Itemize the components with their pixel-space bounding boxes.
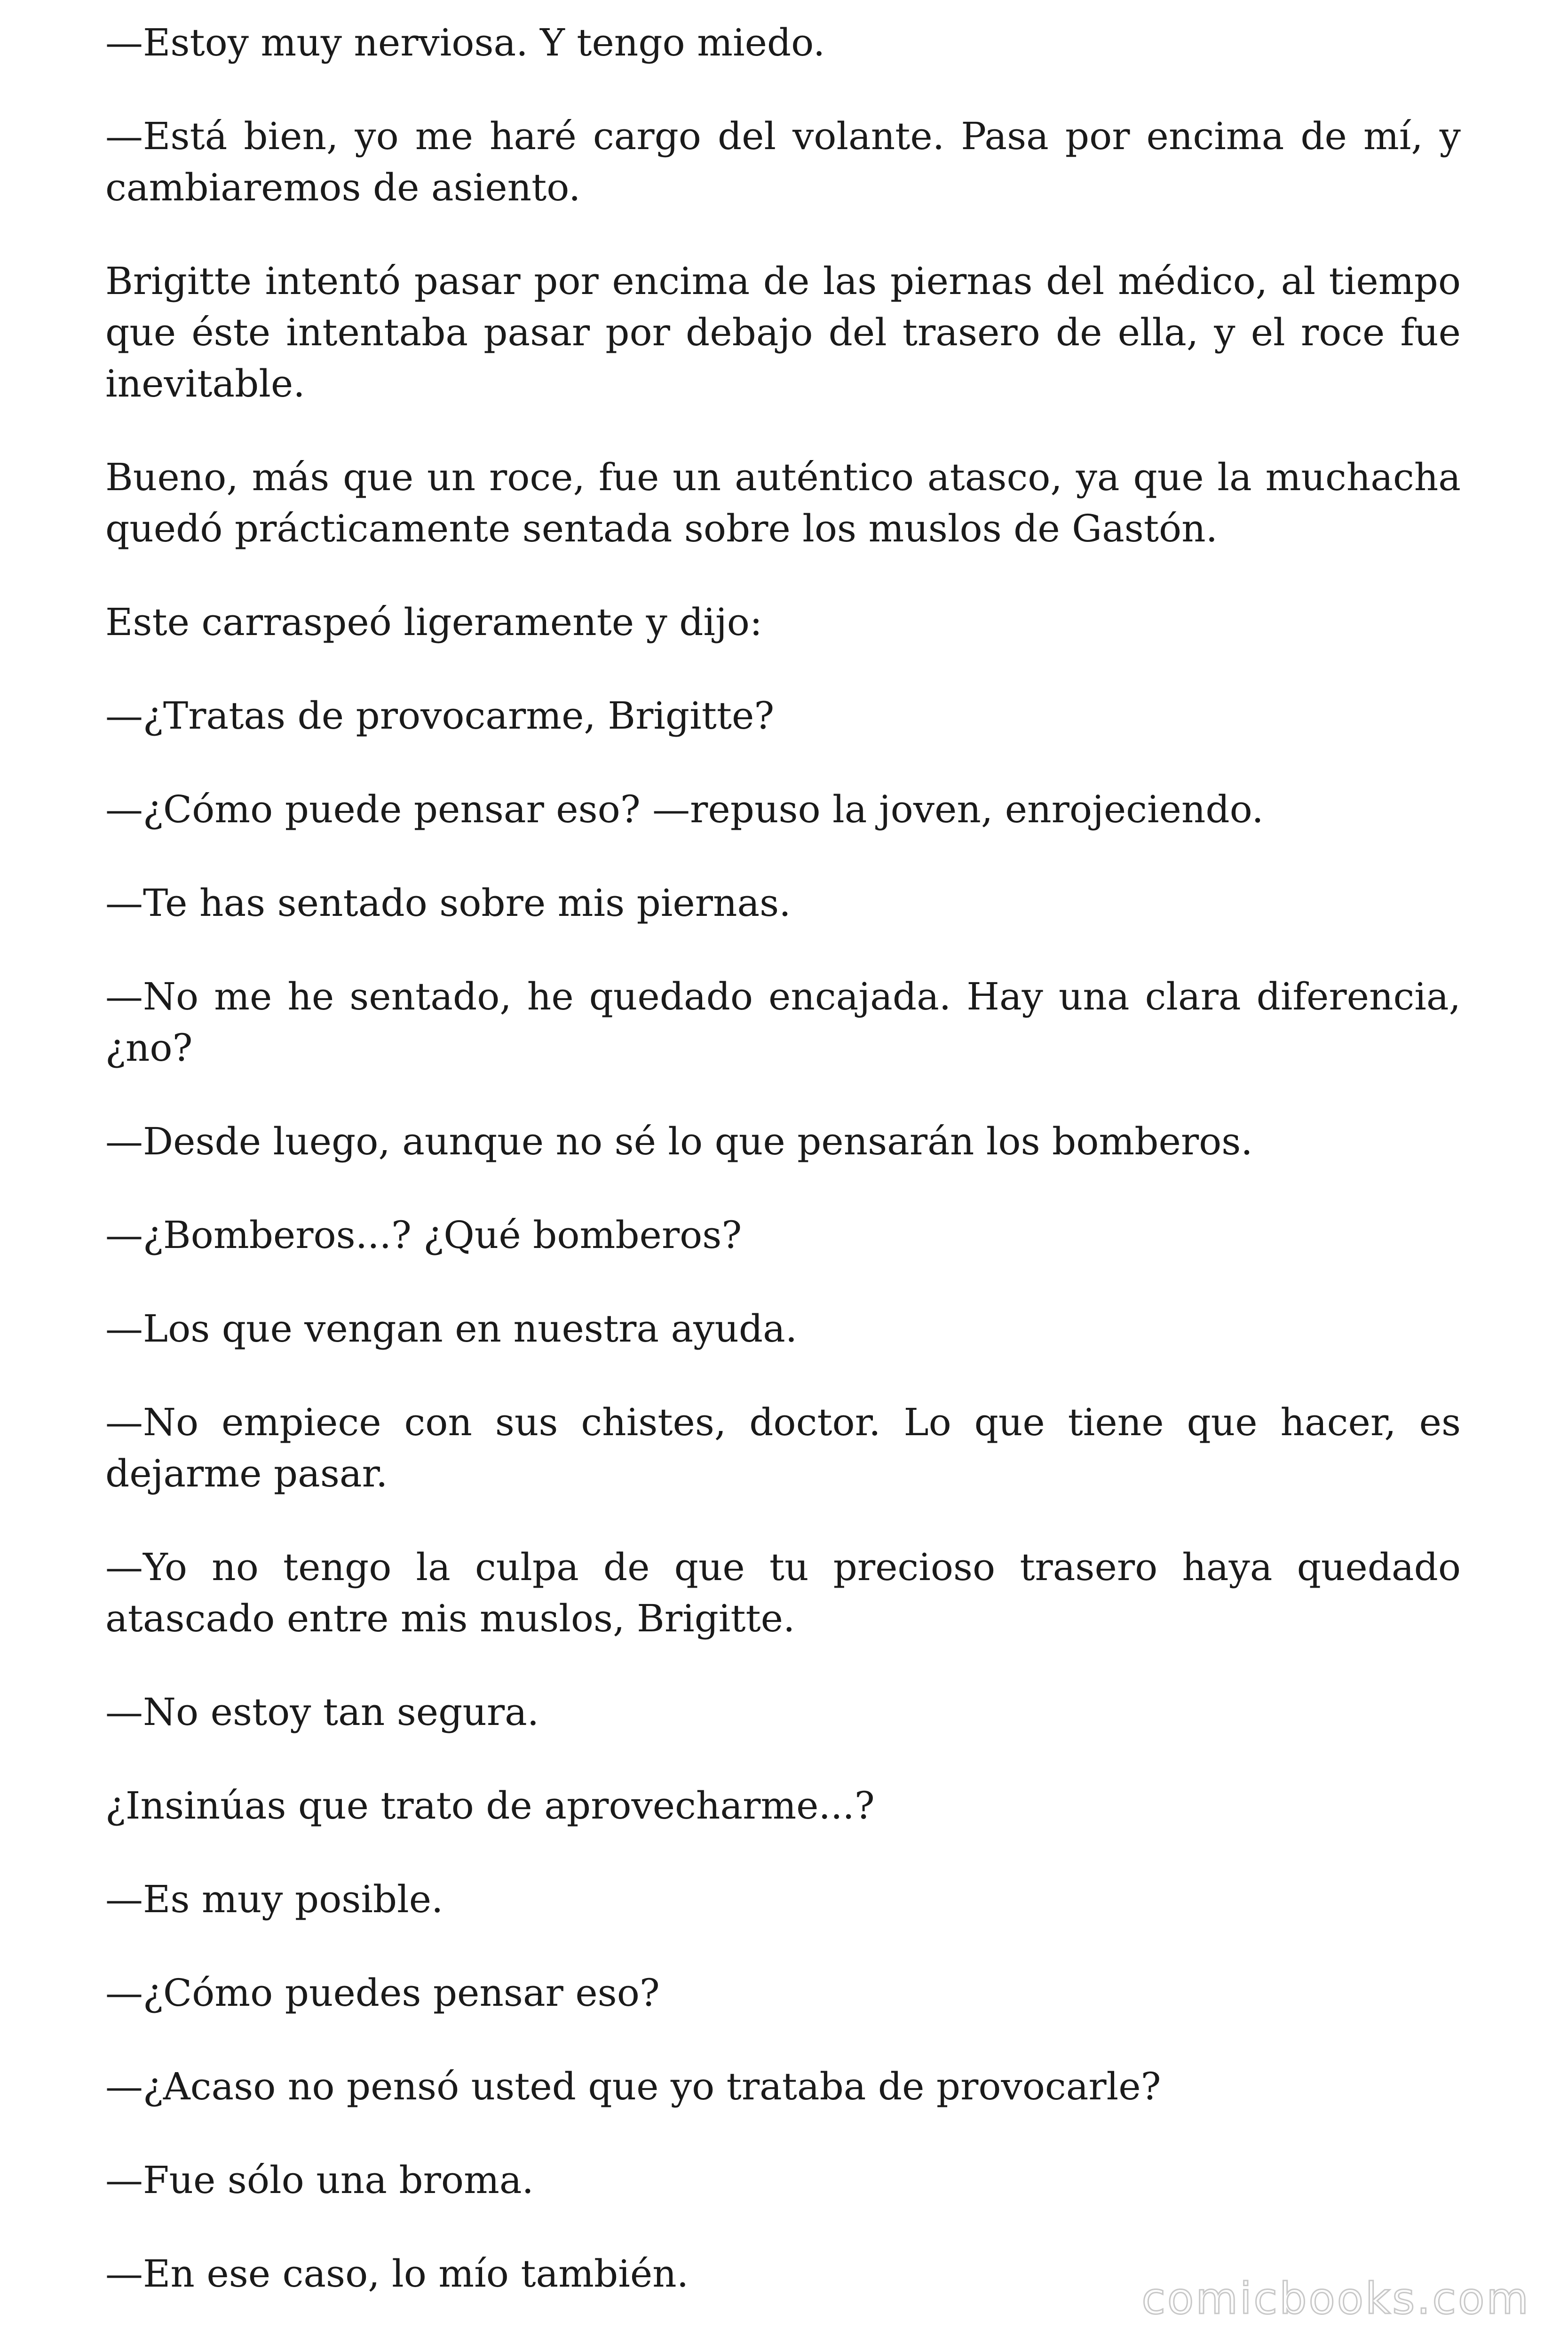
paragraph-20: —Fue sólo una broma.: [105, 2158, 534, 2202]
paragraph-3: Brigitte intentó pasar por encima de las piernas del médico, al tiempo que éste intentaba pasar por debajo del trasero de ella, y el roce fue inevitable.: [105, 259, 1461, 405]
paragraph-18: —¿Cómo puedes pensar eso?: [105, 1971, 660, 2015]
paragraph-11: —¿Bomberos...? ¿Qué bomberos?: [105, 1213, 742, 1257]
paragraph-17: —Es muy posible.: [105, 1877, 443, 1921]
paragraph-1: —Estoy muy nerviosa. Y tengo miedo.: [105, 21, 825, 64]
paragraph-9: —No me he sentado, he quedado encajada. Hay una clara diferencia, ¿no?: [105, 975, 1461, 1070]
paragraph-7: —¿Cómo puede pensar eso? —repuso la joven, enrojeciendo.: [105, 787, 1264, 831]
paragraph-19: —¿Acaso no pensó usted que yo trataba de provocarle?: [105, 2065, 1161, 2108]
paragraph-5: Este carraspeó ligeramente y dijo:: [105, 600, 762, 644]
paragraph-10: —Desde luego, aunque no sé lo que pensarán los bomberos.: [105, 1120, 1253, 1163]
paragraph-13: —No empiece con sus chistes, doctor. Lo que tiene que hacer, es dejarme pasar.: [105, 1400, 1461, 1495]
paragraph-4: Bueno, más que un roce, fue un auténtico atasco, ya que la muchacha quedó prácticamente sentada sobre los muslos de Gastón.: [105, 455, 1461, 550]
paragraph-14: —Yo no tengo la culpa de que tu precioso trasero haya quedado atascado entre mis muslos, Brigitte.: [105, 1545, 1461, 1640]
paragraph-6: —¿Tratas de provocarme, Brigitte?: [105, 694, 775, 738]
paragraph-15: —No estoy tan segura.: [105, 1690, 539, 1734]
paragraph-21: —En ese caso, lo mío también.: [105, 2252, 689, 2296]
watermark: comicbooks.com: [1141, 2273, 1530, 2324]
paragraph-16: ¿Insinúas que trato de aprovecharme...?: [105, 1784, 875, 1828]
paragraph-8: —Te has sentado sobre mis piernas.: [105, 881, 791, 925]
paragraph-2: —Está bien, yo me haré cargo del volante. Pasa por encima de mí, y cambiaremos de asiento.: [105, 114, 1461, 209]
paragraph-12: —Los que vengan en nuestra ayuda.: [105, 1307, 798, 1351]
book-page-text: [105, 17, 1461, 2342]
